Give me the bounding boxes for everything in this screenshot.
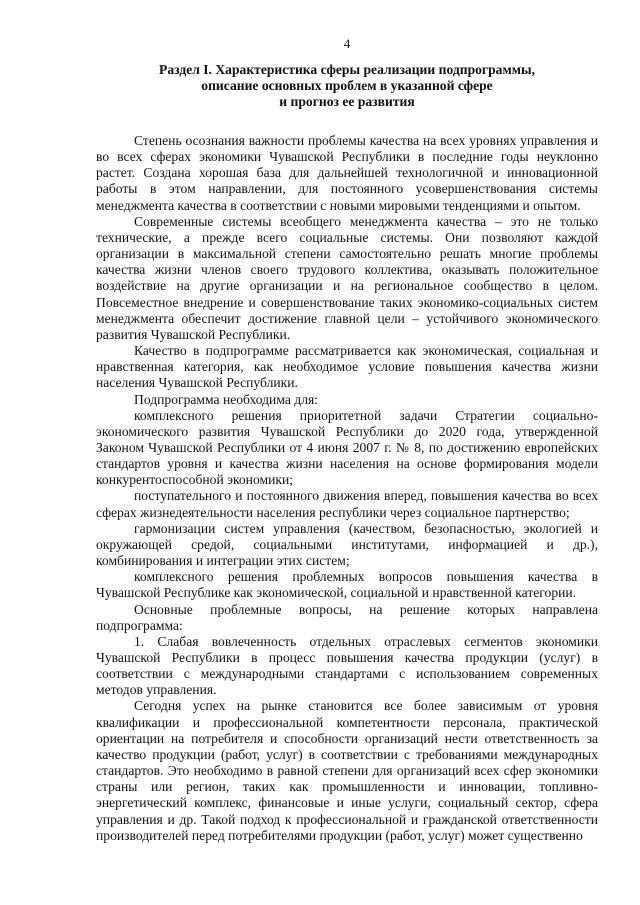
- paragraph-needed-for: Подпрограмма необходима для:: [134, 391, 319, 407]
- section-heading-line-3: и прогноз ее развития: [279, 94, 415, 109]
- paragraph-problem-1: 1. Слабая вовлеченность отдельных отраслевых сегментов экономики Чувашской Республики в процесс повышения качества продукции (услуг) в соответствии с международными стандартами с использованием современных методов управления.: [96, 633, 598, 698]
- list-item-harmonization: гармонизации систем управления (качеством, безопасностью, экологией и окружающей средой, социальными институтами, информацией и др.), комбинирования и интеграции этих систем;: [96, 520, 598, 569]
- list-item-progress: поступательного и постоянного движения вперед, повышения качества во всех сферах жизнедеятельности населения республики через социальное партнерство;: [96, 488, 598, 520]
- list-item-strategy: комплексного решения приоритетной задачи Стратегии социально-экономического развития Чувашской Республики до 2020 года, утвержденной Законом Чувашской Республики от 4 июня 2007 г. № 8, по достижению европейских стандартов уровня и качества жизни населения на основе формирования модели конкурентоспособной экономики;: [96, 407, 598, 488]
- paragraph-market-success: Сегодня успех на рынке становится все более зависимым от уровня квалификации и профессиональной компетентности персонала, практической ориентации на потребителя и способности организаций нести ответственность за качество продукции (работ, услуг) в соответствии с требованиями международных стандартов. Это необходимо в равной степени для организаций всех сфер экономики страны или регион, таких как промышленности и инновации, топливно-энергетический комплекс, финансовые и иные услуги, социальный сектор, сфера управления и др. Такой подход к профессиональной и гражданской ответственности производителей перед потребителями продукции (работ, услуг) может существенно: [96, 698, 598, 843]
- list-item-complex-solution: комплексного решения проблемных вопросов повышения качества в Чувашской Республике как экономической, социальной и нравственной категории.: [96, 569, 598, 601]
- paragraph-awareness: Степень осознания важности проблемы качества на всех уровнях управления и во всех сферах экономики Чувашской Республики в последние годы неуклонно растет. Создана хорошая база для дальнейшей технологичной и инновационной работы в этом направлении, для постоянного усовершенствования системы менеджмента качества в соответствии с новыми мировыми тенденциями и опытом.: [96, 133, 598, 213]
- section-heading: [96, 62, 598, 110]
- paragraph-modern-systems: Современные системы всеобщего менеджмента качества – это не только технические, а прежде всего социальные системы. Они позволяют каждой организации в максимальной степени самостоятельно решать многие проблемы качества жизни членов своего трудового коллектива, оказывать положительное воздействие на другие организации и на региональное сообщество в целом. Повсеместное внедрение и совершенствование таких экономико-социальных систем менеджмента обеспечит достижение главной цели – устойчивого экономического развития Чувашской Республики.: [96, 213, 598, 342]
- page-number: 4: [343, 36, 351, 51]
- section-heading-line-2: описание основных проблем в указанной сфере: [201, 78, 493, 93]
- paragraph-quality-category: Качество в подпрограмме рассматривается как экономическая, социальная и нравственная категория, как необходимое условие повышения качества жизни населения Чувашской Республики.: [96, 343, 598, 391]
- section-heading-line-1: Раздел I. Характеристика сферы реализации подпрограммы,: [159, 62, 535, 77]
- document-body: [96, 133, 598, 844]
- paragraph-main-problems: Основные проблемные вопросы, на решение которых направлена подпрограмма:: [96, 601, 598, 633]
